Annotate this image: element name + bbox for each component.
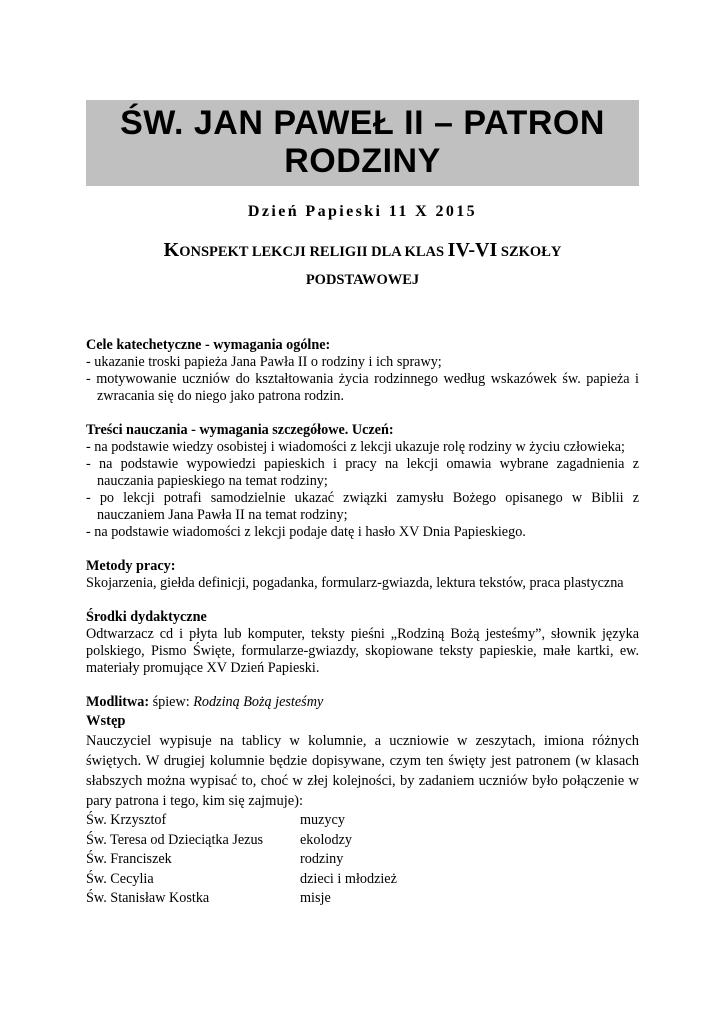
tresci-section <box>86 422 639 541</box>
konspekt-line-1 <box>86 236 639 266</box>
document-page <box>86 100 639 909</box>
konspekt-heading <box>86 236 639 294</box>
cele-section <box>86 337 639 405</box>
saint-row <box>86 870 639 890</box>
modlitwa-prefix: śpiew: <box>149 694 194 710</box>
saint-patron: dzieci i młodzież <box>300 870 397 887</box>
tresci-item: - na podstawie wiedzy osobistej i wiadomości z lekcji ukazuje rolę rodziny w życiu człowieka; <box>86 439 625 455</box>
tresci-item: - na podstawie wypowiedzi papieskich i pracy na lekcji omawia wybrane zagadnienia z nauczania papieskiego na temat rodziny; <box>86 456 639 489</box>
tresci-item: - na podstawie wiadomości z lekcji podaje datę i hasło XV Dnia Papieskiego. <box>86 524 526 540</box>
tresci-item: - po lekcji potrafi samodzielnie ukazać związki zamysłu Bożego opisanego w Biblii z nauczaniem Jana Pawła II na temat rodziny; <box>86 490 639 523</box>
srodki-title: Środki dydaktyczne <box>86 609 207 625</box>
metody-title: Metody pracy: <box>86 558 176 574</box>
saint-name: Św. Franciszek <box>86 851 172 867</box>
cele-item: - ukazanie troski papieża Jana Pawła II o rodziny i ich sprawy; <box>86 354 442 370</box>
saint-patron: rodziny <box>300 851 344 867</box>
modlitwa-song: Rodziną Bożą jesteśmy <box>193 694 324 710</box>
title-line-2: RODZINY <box>284 142 441 180</box>
saint-patron: ekolodzy <box>300 831 353 848</box>
saint-patron: muzycy <box>300 812 345 828</box>
srodki-section <box>86 609 639 677</box>
cele-item: - motywowanie uczniów do kształtowania życia rodzinnego według wskazówek św. papieża i zwracania się do niego jako patrona rodzin. <box>86 371 639 404</box>
modlitwa-label: Modlitwa: <box>86 694 150 710</box>
saint-name: Św. Cecylia <box>86 870 154 887</box>
modlitwa-line <box>86 694 639 711</box>
saint-name: Św. Krzysztof <box>86 812 167 828</box>
wstep-title: Wstęp <box>86 713 126 729</box>
konspekt-line-2: PODSTAWOWEJ <box>305 272 420 288</box>
subtitle: Dzień Papieski 11 X 2015 <box>247 203 478 220</box>
saint-row <box>86 811 639 831</box>
saint-row <box>86 831 639 851</box>
konspekt-classes: IV-VI <box>447 239 498 261</box>
srodki-text: Odtwarzacz cd i płyta lub komputer, teksty pieśni „Rodziną Bożą jesteśmy”, słownik języka polskiego, Pismo Święte, formularze-gwiazdy, skopiowane teksty papieskie, małe kartki, ew. materiały promujące XV Dzień Papieski. <box>86 626 639 676</box>
saint-name: Św. Teresa od Dzieciątka Jezus <box>86 831 264 848</box>
saint-row <box>86 889 639 909</box>
wstep-text: Nauczyciel wypisuje na tablicy w kolumnie, a uczniowie w zeszytach, imiona różnych świętych. W drugiej kolumnie będzie dopisywane, czym ten święty jest patronem (w klasach słabszych można wypisać to, choć w złej kolejności, by zadaniem uczniów było połączenie w pary patrona i tego, kim się zajmuje): <box>86 733 639 809</box>
konspekt-text-b: SZKOŁY <box>497 244 562 260</box>
metody-section <box>86 558 639 592</box>
saint-name: Św. Stanisław Kostka <box>86 890 210 906</box>
title-line-1: ŚW. JAN PAWEŁ II – PATRON <box>120 104 605 142</box>
tresci-title: Treści nauczania - wymagania szczegółowe. Uczeń: <box>86 422 394 438</box>
cele-title: Cele katechetyczne - wymagania ogólne: <box>86 337 331 353</box>
saints-table <box>86 811 639 909</box>
konspekt-text-a: ONSPEKT LEKCJI RELIGII DLA KLAS <box>179 244 448 260</box>
konspekt-initial: K <box>163 239 180 261</box>
metody-text: Skojarzenia, giełda definicji, pogadanka, formularz-gwiazda, lektura tekstów, praca plastyczna <box>86 575 624 591</box>
saint-patron: misje <box>300 890 331 906</box>
saint-row <box>86 850 639 870</box>
title-banner <box>86 100 639 186</box>
